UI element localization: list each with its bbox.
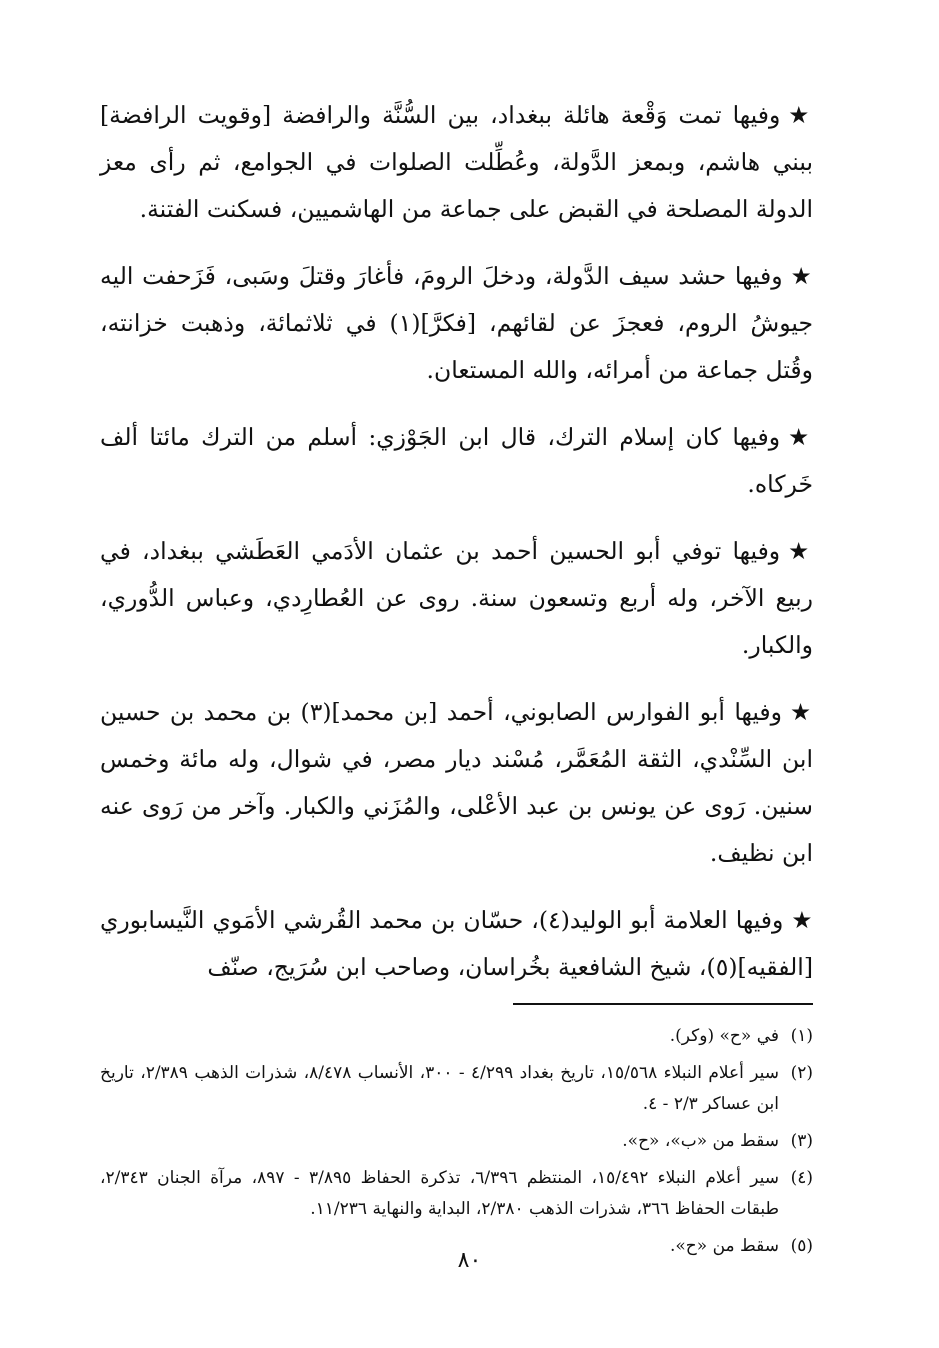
- star-bullet-icon: ★: [788, 101, 813, 129]
- entry-text: وفيها العلامة أبو الوليد(٤)، حسّان بن محمد القُرشي الأمَوي النَّيسابوري [الفقيه](٥)، شيخ الشافعية بخُراسان، وصاحب ابن سُرَيج، صنّف: [100, 906, 813, 981]
- footnote-number: (٣): [790, 1131, 813, 1151]
- star-bullet-icon: ★: [790, 698, 813, 726]
- star-bullet-icon: ★: [791, 906, 813, 934]
- footnote-2: [100, 1058, 813, 1120]
- footnotes: [100, 1021, 813, 1262]
- entry-text: وفيها توفي أبو الحسين أحمد بن عثمان الأدَمي العَطَشي ببغداد، في ربيع الآخر، وله أربع وتسعون سنة. روى عن العُطارِدي، وعباس الدُّوري، والكبار.: [100, 537, 813, 659]
- footnote-divider: [513, 1003, 813, 1005]
- entry-text: وفيها حشد سيف الدَّولة، ودخلَ الرومَ، فأغارَ وقتلَ وسَبى، فَزَحفت اليه جيوشُ الروم، فعجزَ عن لقائهم، [فكرَّ](١) في ثلاثمائة، وذهبت خزانته، وقُتل جماعة من أمرائه، والله المستعان.: [100, 262, 813, 384]
- entry-text: وفيها أبو الفوارس الصابوني، أحمد [بن محمد](٣) بن محمد بن حسين ابن السِّنْدي، الثقة المُعَمَّر، مُسْند ديار مصر، في شوال، وله مائة وخمس سنين. رَوى عن يونس بن عبد الأعْلى، والمُزَني والكبار. وآخر من رَوى عنه ابن نظيف.: [100, 698, 813, 867]
- footnote-4: [100, 1163, 813, 1225]
- entry-text: وفيها تمت وَقْعة هائلة ببغداد، بين السُّنَّة والرافضة [وقويت الرافضة] ببني هاشم، وبمعز الدَّولة، وعُطِّلت الصلوات في الجوامع، ثم رأى معز الدولة المصلحة في القبض على جماعة من الهاشميين، فسكنت الفتنة.: [100, 101, 813, 223]
- footnote-text: في «ح» (وكر).: [669, 1026, 779, 1046]
- footnote-number: (٥): [790, 1236, 813, 1256]
- entry-3: [100, 414, 813, 508]
- star-bullet-icon: ★: [788, 537, 813, 565]
- footnote-text: سير أعلام النبلاء ١٥/٥٦٨، تاريخ بغداد ٤/٢٩٩ - ٣٠٠، الأنساب ٨/٤٧٨، شذرات الذهب ٢/٣٨٩، تاريخ ابن عساكر ٢/٣ - ٤.: [100, 1063, 779, 1114]
- entry-1: [100, 92, 813, 233]
- footnote-text: سير أعلام النبلاء ١٥/٤٩٢، المنتظم ٦/٣٩٦، تذكرة الحفاظ ٣/٨٩٥ - ٨٩٧، مرآة الجنان ٢/٣٤٣، طبقات الحفاظ ٣٦٦، شذرات الذهب ٢/٣٨٠، البداية والنهاية ١١/٢٣٦.: [100, 1168, 779, 1219]
- star-bullet-icon: ★: [788, 423, 813, 451]
- footnote-number: (٤): [790, 1168, 813, 1188]
- entry-4: [100, 528, 813, 669]
- footnote-text: سقط من «ح».: [669, 1236, 779, 1256]
- footnote-number: (١): [790, 1026, 813, 1046]
- footnote-text: سقط من «ب»، «ح».: [622, 1131, 779, 1151]
- footnote-number: (٢): [790, 1063, 813, 1083]
- footnote-3: [100, 1126, 813, 1157]
- star-bullet-icon: ★: [790, 262, 813, 290]
- entry-5: [100, 689, 813, 877]
- entry-6: [100, 897, 813, 991]
- footnote-1: [100, 1021, 813, 1052]
- entry-text: وفيها كان إسلام الترك، قال ابن الجَوْزي: أسلم من الترك مائتا ألف خَركاه.: [100, 423, 813, 498]
- page-number: ٨٠: [457, 1248, 482, 1273]
- entry-2: [100, 253, 813, 394]
